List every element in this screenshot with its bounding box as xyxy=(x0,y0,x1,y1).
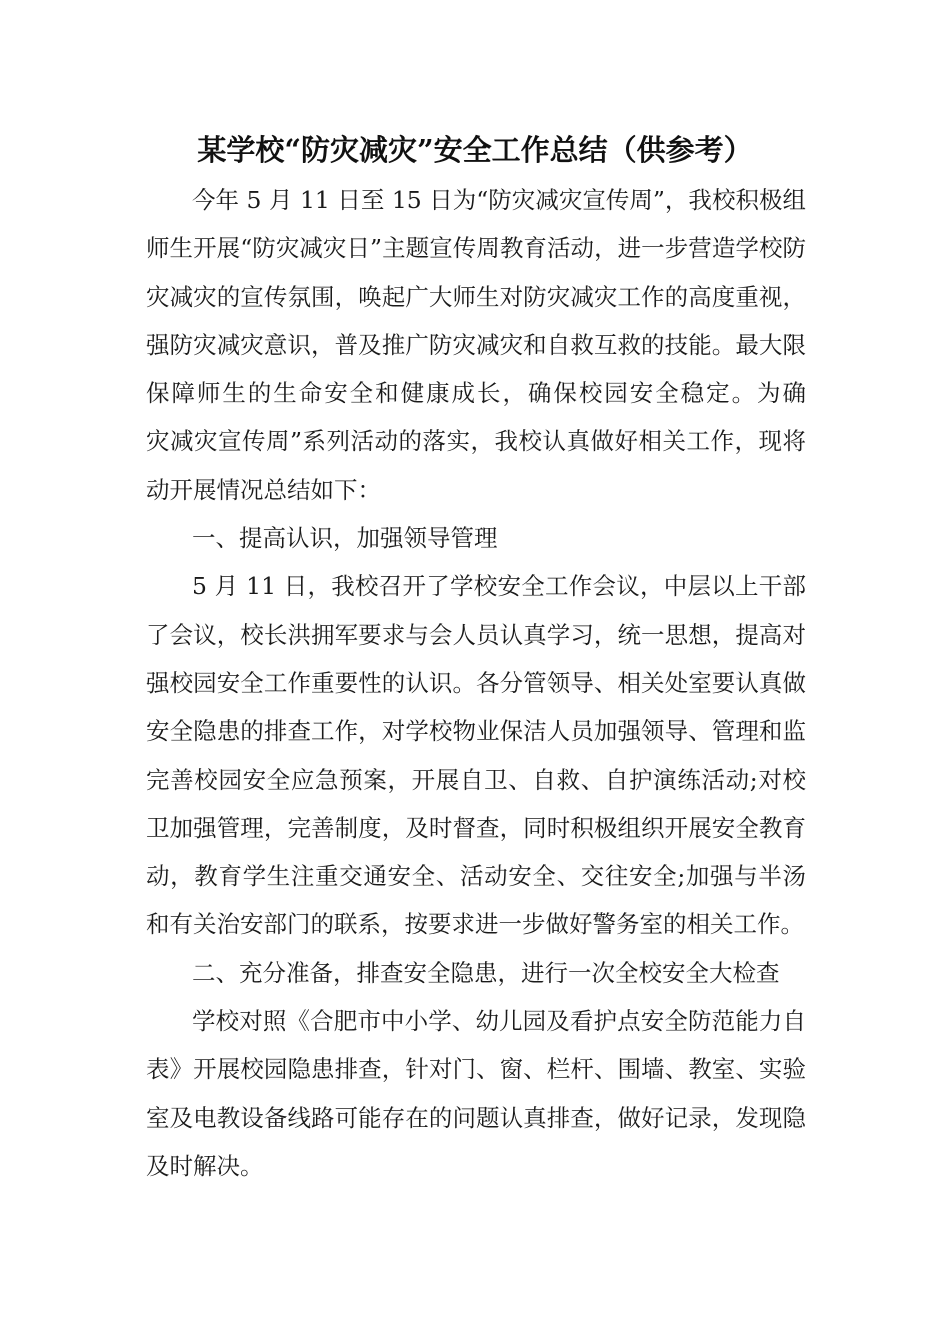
text-line: 学校对照《合肥市中小学、幼儿园及看护点安全防范能力自 xyxy=(192,1007,806,1036)
text-line: 卫加强管理，完善制度，及时督查，同时积极组织开展安全教育 xyxy=(146,813,806,842)
text-line: 和有关治安部门的联系，按要求进一步做好警务室的相关工作。 xyxy=(146,910,804,939)
text-line: 动，教育学生注重交通安全、活动安全、交往安全;加强与半汤 xyxy=(146,862,806,891)
text-line: 室及电教设备线路可能存在的问题认真排查，做好记录，发现隐 xyxy=(146,1103,806,1132)
document-title: 某学校“防灾减灾”安全工作总结（供参考） xyxy=(197,133,753,167)
text-line: 二、充分准备，排查安全隐患，进行一次全校安全大检查 xyxy=(192,958,780,987)
text-line: 表》开展校园隐患排查，针对门、窗、栏杆、围墙、教室、实验 xyxy=(146,1055,806,1084)
text-line: 灾减灾宣传周”系列活动的落实，我校认真做好相关工作，现将 xyxy=(146,427,806,456)
text-line: 动开展情况总结如下： xyxy=(146,475,381,504)
text-line: 完善校园安全应急预案，开展自卫、自救、自护演练活动;对校 xyxy=(146,765,806,794)
text-line: 一、提高认识，加强领导管理 xyxy=(192,524,498,553)
document-body xyxy=(146,176,806,1190)
text-line: 5 月 11 日，我校召开了学校安全工作会议，中层以上干部 xyxy=(192,572,806,601)
text-line: 了会议，校长洪拥军要求与会人员认真学习，统一思想，提高对 xyxy=(146,620,806,649)
text-line: 师生开展“防灾减灾日”主题宣传周教育活动，进一步营造学校防 xyxy=(146,234,806,263)
text-line: 强防灾减灾意识，普及推广防灾减灾和自救互救的技能。最大限 xyxy=(146,330,806,359)
text-line: 安全隐患的排查工作，对学校物业保洁人员加强领导、管理和监 xyxy=(146,717,806,746)
text-line: 灾减灾的宣传氛围，唤起广大师生对防灾减灾工作的高度重视， xyxy=(146,282,806,311)
text-line: 及时解决。 xyxy=(146,1151,264,1180)
text-line: 今年 5 月 11 日至 15 日为“防灾减灾宣传周”，我校积极组 xyxy=(192,186,806,214)
text-line: 强校园安全工作重要性的认识。各分管领导、相关处室要认真做 xyxy=(146,668,806,697)
text-line: 保障师生的生命安全和健康成长，确保校园安全稳定。为确 xyxy=(146,379,806,408)
